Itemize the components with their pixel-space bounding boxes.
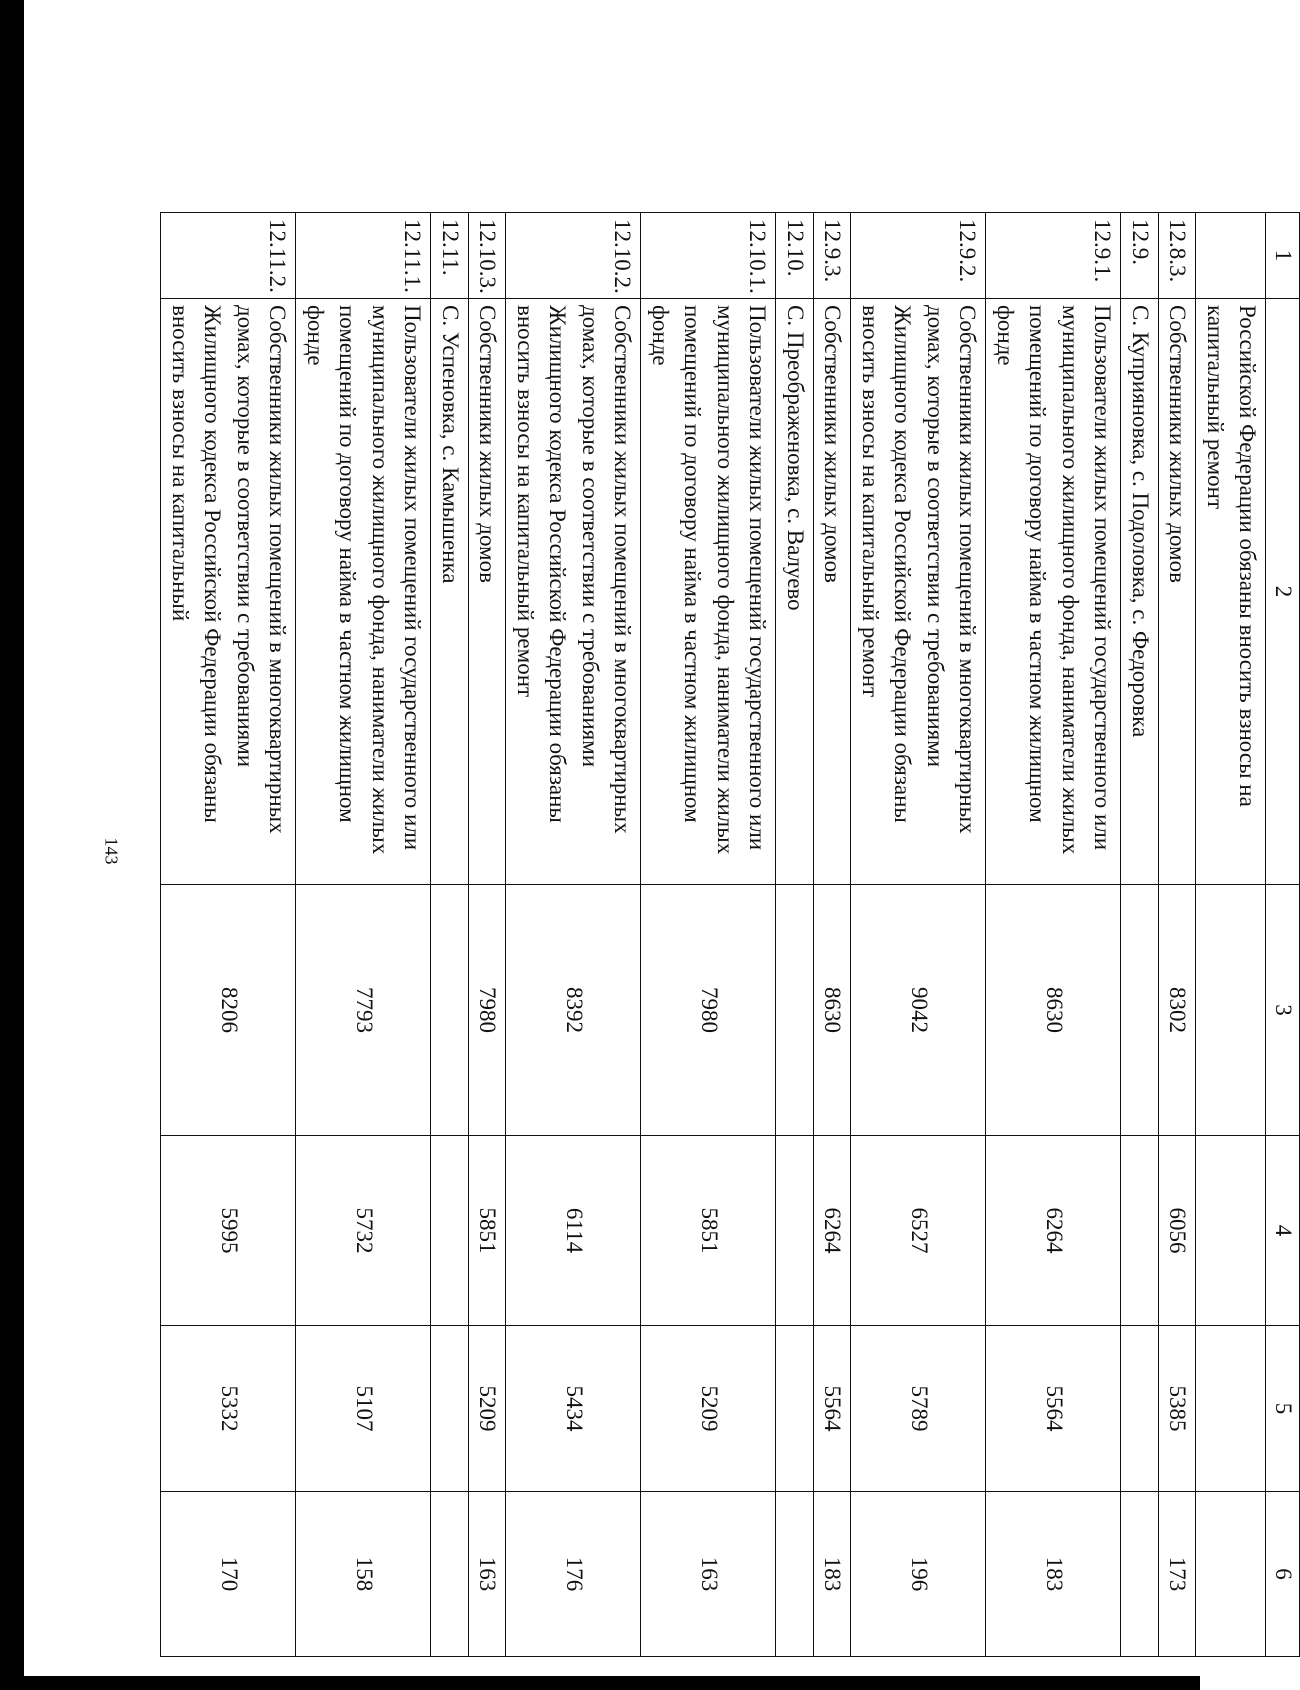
table-row <box>431 213 469 1657</box>
value-col4-cell: 6264 <box>814 1136 852 1326</box>
value-col5-cell: 5564 <box>986 1326 1121 1492</box>
value-col3-cell: 8302 <box>1159 885 1197 1136</box>
header-row <box>1266 213 1300 1657</box>
row-description-cell: Собственники жилых домов <box>1159 299 1197 885</box>
value-col4-cell <box>1121 1136 1159 1326</box>
header-cell: 1 <box>1266 213 1300 299</box>
value-col5-cell: 5332 <box>161 1326 296 1492</box>
row-code-cell: 12.11. <box>431 213 469 299</box>
value-col5-cell: 5107 <box>296 1326 431 1492</box>
row-code-cell: 12.10.1. <box>641 213 776 299</box>
header-cell: 2 <box>1266 299 1300 885</box>
value-col6-cell <box>1196 1492 1266 1657</box>
value-col5-cell <box>1196 1326 1266 1492</box>
row-description-cell: Собственники жилых помещений в многоквартирных домах, которые в соответствии с требованиями Жилищного кодекса Российской Федерации обязаны вносить взносы на капитальный <box>161 299 296 885</box>
value-col4-cell: 6114 <box>506 1136 641 1326</box>
value-col5-cell: 5564 <box>814 1326 852 1492</box>
row-description-cell: Собственники жилых домов <box>814 299 852 885</box>
row-code-cell: 12.10.3. <box>469 213 507 299</box>
value-col3-cell: 7980 <box>641 885 776 1136</box>
table-row <box>776 213 814 1657</box>
page-number: 143 <box>101 837 122 865</box>
value-col4-cell: 5851 <box>641 1136 776 1326</box>
value-col5-cell: 5434 <box>506 1326 641 1492</box>
value-col6-cell: 183 <box>986 1492 1121 1657</box>
row-description-cell: Собственники жилых домов <box>469 299 507 885</box>
row-description-cell: Собственники жилых помещений в многоквартирных домах, которые в соответствии с требованиями Жилищного кодекса Российской Федерации обязаны вносить взносы на капитальный ремонт <box>851 299 986 885</box>
value-col6-cell: 173 <box>1159 1492 1197 1657</box>
value-col3-cell: 8392 <box>506 885 641 1136</box>
value-col3-cell <box>776 885 814 1136</box>
value-col6-cell <box>431 1492 469 1657</box>
value-col6-cell <box>1121 1492 1159 1657</box>
row-code-cell <box>1196 213 1266 299</box>
table-row <box>986 213 1121 1657</box>
table-row <box>469 213 507 1657</box>
value-col6-cell: 170 <box>161 1492 296 1657</box>
value-col6-cell: 158 <box>296 1492 431 1657</box>
table-row <box>506 213 641 1657</box>
value-col5-cell <box>776 1326 814 1492</box>
value-col3-cell: 8206 <box>161 885 296 1136</box>
row-code-cell: 12.9. <box>1121 213 1159 299</box>
value-col5-cell: 5209 <box>641 1326 776 1492</box>
value-col4-cell: 5851 <box>469 1136 507 1326</box>
row-description-cell: С. Куприяновка, с. Подоловка, с. Федоровка <box>1121 299 1159 885</box>
header-cell: 5 <box>1266 1326 1300 1492</box>
value-col3-cell: 9042 <box>851 885 986 1136</box>
header-cell: 3 <box>1266 885 1300 1136</box>
tariff-table <box>161 212 1300 1657</box>
value-col3-cell <box>1121 885 1159 1136</box>
value-col6-cell: 183 <box>814 1492 852 1657</box>
row-description-cell: С. Успеновка, с. Камышенка <box>431 299 469 885</box>
value-col6-cell <box>776 1492 814 1657</box>
row-description-cell: Пользователи жилых помещений государственного или муниципального жилищного фонда, наниматели жилых помещений по договору найма в частном жилищном фонде <box>986 299 1121 885</box>
scan-edge-bottom <box>0 1676 1200 1690</box>
value-col3-cell <box>431 885 469 1136</box>
value-col5-cell: 5789 <box>851 1326 986 1492</box>
value-col5-cell <box>431 1326 469 1492</box>
value-col4-cell: 5732 <box>296 1136 431 1326</box>
value-col4-cell <box>776 1136 814 1326</box>
table-row <box>851 213 986 1657</box>
value-col5-cell: 5209 <box>469 1326 507 1492</box>
table-row <box>161 213 296 1657</box>
table-row <box>296 213 431 1657</box>
value-col3-cell: 7793 <box>296 885 431 1136</box>
row-description-cell: С. Преображеновка, с. Валуево <box>776 299 814 885</box>
row-description-cell: Собственники жилых помещений в многоквартирных домах, которые в соответствии с требованиями Жилищного кодекса Российской Федерации обязаны вносить взносы на капитальный ремонт <box>506 299 641 885</box>
table-row <box>1121 213 1159 1657</box>
value-col4-cell: 6264 <box>986 1136 1121 1326</box>
value-col4-cell: 5995 <box>161 1136 296 1326</box>
value-col4-cell <box>431 1136 469 1326</box>
value-col4-cell: 6527 <box>851 1136 986 1326</box>
rotated-table-sheet <box>168 212 1300 1656</box>
header-cell: 4 <box>1266 1136 1300 1326</box>
value-col3-cell: 8630 <box>986 885 1121 1136</box>
value-col5-cell <box>1121 1326 1159 1492</box>
table-row <box>1196 213 1266 1657</box>
value-col4-cell <box>1196 1136 1266 1326</box>
row-code-cell: 12.11.2. <box>161 213 296 299</box>
value-col6-cell: 163 <box>469 1492 507 1657</box>
value-col4-cell: 6056 <box>1159 1136 1197 1326</box>
scan-edge-left <box>0 0 24 1690</box>
value-col3-cell: 7980 <box>469 885 507 1136</box>
header-cell: 6 <box>1266 1492 1300 1657</box>
value-col5-cell: 5385 <box>1159 1326 1197 1492</box>
table-row <box>814 213 852 1657</box>
value-col3-cell <box>1196 885 1266 1136</box>
row-code-cell: 12.11.1. <box>296 213 431 299</box>
row-description-cell: Пользователи жилых помещений государственного или муниципального жилищного фонда, наниматели жилых помещений по договору найма в частном жилищном фонде <box>296 299 431 885</box>
value-col3-cell: 8630 <box>814 885 852 1136</box>
row-code-cell: 12.10. <box>776 213 814 299</box>
row-description-cell: Пользователи жилых помещений государственного или муниципального жилищного фонда, наниматели жилых помещений по договору найма в частном жилищном фонде <box>641 299 776 885</box>
value-col6-cell: 196 <box>851 1492 986 1657</box>
row-code-cell: 12.8.3. <box>1159 213 1197 299</box>
row-code-cell: 12.10.2. <box>506 213 641 299</box>
table-row <box>1159 213 1197 1657</box>
row-code-cell: 12.9.1. <box>986 213 1121 299</box>
row-code-cell: 12.9.2. <box>851 213 986 299</box>
row-description-cell: Российской Федерации обязаны вносить взносы на капитальный ремонт <box>1196 299 1266 885</box>
table-row <box>641 213 776 1657</box>
value-col6-cell: 176 <box>506 1492 641 1657</box>
row-code-cell: 12.9.3. <box>814 213 852 299</box>
value-col6-cell: 163 <box>641 1492 776 1657</box>
